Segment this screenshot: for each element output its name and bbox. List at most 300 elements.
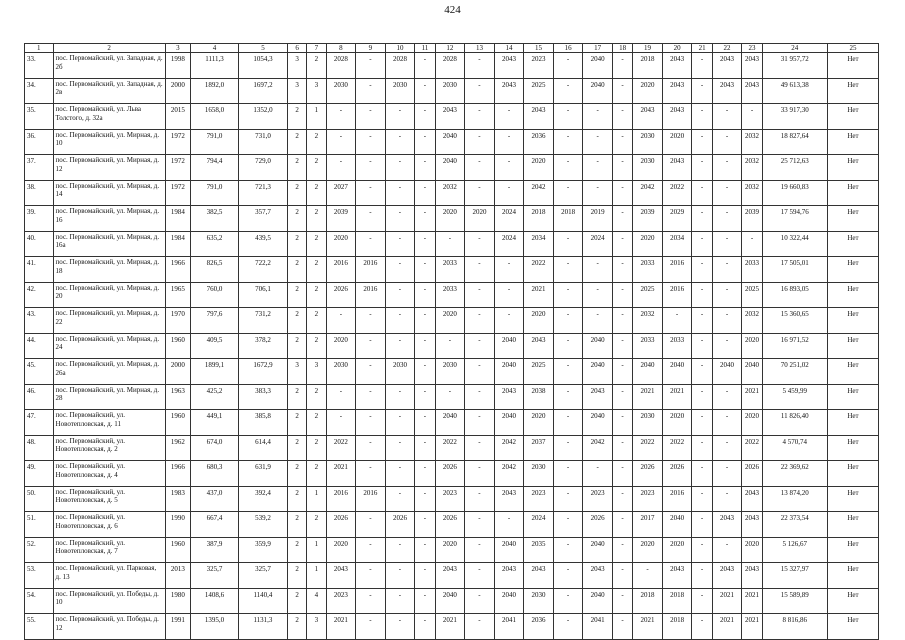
table-cell: 2040 [583,53,613,79]
table-cell: - [494,104,524,130]
table-cell: 10 322,44 [762,231,827,257]
table-cell: - [712,282,742,308]
table-cell: 1131,3 [238,614,287,640]
table-cell: - [692,308,712,334]
table-cell: - [465,461,495,487]
table-cell: 1962 [165,435,190,461]
table-cell: 3 [307,359,326,385]
table-cell: - [435,231,465,257]
table-cell: 25 712,63 [762,155,827,181]
table-cell: 791,0 [191,180,239,206]
table-cell: - [385,486,415,512]
row-number-cell: 50. [25,486,54,512]
table-cell: - [692,563,712,589]
table-cell: 2042 [583,435,613,461]
table-cell: - [465,78,495,104]
table-cell: - [612,588,632,614]
table-cell: - [712,104,742,130]
table-cell: - [385,614,415,640]
table-cell: 1352,0 [238,104,287,130]
table-cell: Нет [827,282,878,308]
table-cell: 2020 [662,129,692,155]
table-cell: Нет [827,129,878,155]
table-cell: 2018 [662,588,692,614]
table-cell: 2030 [385,359,415,385]
table-cell: - [465,410,495,436]
address-cell: пос. Первомайский, ул. Мирная, д. 28 [53,384,165,410]
table-cell: 2 [307,282,326,308]
table-cell: 1 [307,563,326,589]
table-cell: 2040 [583,588,613,614]
table-cell: 2020 [326,537,356,563]
table-cell: 2018 [524,206,554,232]
table-cell: - [356,53,386,79]
table-cell: 2029 [662,206,692,232]
table-cell: - [692,155,712,181]
table-row [25,180,879,206]
table-cell: 382,5 [191,206,239,232]
row-number-cell: 44. [25,333,54,359]
table-cell: - [612,563,632,589]
table-cell: 2041 [583,614,613,640]
table-row [25,588,879,614]
table-cell: - [385,537,415,563]
table-cell: 2 [307,53,326,79]
table-cell: 2024 [583,231,613,257]
table-cell: - [356,308,386,334]
table-cell: - [465,308,495,334]
table-cell: 2030 [633,129,663,155]
table-cell: 1984 [165,231,190,257]
table-cell: - [692,461,712,487]
table-cell: - [553,282,583,308]
table-cell: 2043 [712,563,742,589]
table-cell: 1970 [165,308,190,334]
table-cell: - [712,308,742,334]
table-cell: 383,3 [238,384,287,410]
table-cell: 2037 [524,435,554,461]
column-number-cell: 24 [762,44,827,53]
table-cell: 2 [307,384,326,410]
row-number-cell: 47. [25,410,54,436]
table-cell: 2040 [435,410,465,436]
column-number-cell: 1 [25,44,54,53]
table-cell: 721,3 [238,180,287,206]
table-cell: 2026 [385,512,415,538]
table-cell: 2032 [742,308,762,334]
table-cell: 2021 [742,588,762,614]
table-cell: - [385,435,415,461]
table-cell: 2026 [435,461,465,487]
table-cell: 2040 [583,333,613,359]
table-cell: - [553,104,583,130]
column-number-cell: 16 [553,44,583,53]
table-cell: 2043 [494,486,524,512]
table-cell: 2020 [524,410,554,436]
address-cell: пос. Первомайский, ул. Парковая, д. 13 [53,563,165,589]
table-cell: 2030 [435,78,465,104]
table-cell: - [415,614,435,640]
table-cell: - [356,512,386,538]
table-cell: 2016 [356,257,386,283]
table-cell: - [692,231,712,257]
table-cell: - [712,333,742,359]
column-number-cell: 9 [356,44,386,53]
table-cell: 2030 [633,410,663,436]
table-cell: 2020 [742,410,762,436]
column-number-cell: 4 [191,44,239,53]
table-cell: 5 126,67 [762,537,827,563]
table-cell: - [465,155,495,181]
table-row [25,537,879,563]
table-cell: - [612,155,632,181]
row-number-cell: 38. [25,180,54,206]
column-number-cell: 13 [465,44,495,53]
table-cell: - [612,104,632,130]
table-cell: - [326,308,356,334]
table-cell: 1998 [165,53,190,79]
table-cell: 2 [287,104,306,130]
table-cell: 15 327,97 [762,563,827,589]
table-cell: 2036 [524,129,554,155]
table-cell: 2043 [742,486,762,512]
table-cell: - [465,104,495,130]
table-cell: 2016 [356,282,386,308]
table-cell: - [465,282,495,308]
table-cell: - [712,410,742,436]
table-cell: Нет [827,155,878,181]
table-cell: - [356,410,386,436]
table-cell: 1980 [165,588,190,614]
table-cell: 2018 [633,588,663,614]
table-cell: 392,4 [238,486,287,512]
table-cell: 2016 [356,486,386,512]
table-cell: - [712,435,742,461]
table-cell: - [692,104,712,130]
table-cell: - [692,486,712,512]
table-cell: 2020 [524,308,554,334]
table-cell: 2018 [633,53,663,79]
table-cell: - [385,282,415,308]
row-number-cell: 37. [25,155,54,181]
table-cell: 2 [287,410,306,436]
table-cell: 680,3 [191,461,239,487]
table-cell: 2033 [633,257,663,283]
table-cell: 635,2 [191,231,239,257]
table-cell: - [553,435,583,461]
table-cell: - [356,333,386,359]
table-cell: 2024 [494,231,524,257]
table-cell: - [553,588,583,614]
table-cell: 2 [307,257,326,283]
table-cell: - [415,180,435,206]
table-cell: - [612,231,632,257]
table-cell: Нет [827,384,878,410]
table-cell: 2 [287,231,306,257]
table-cell: - [465,359,495,385]
table-cell: 667,4 [191,512,239,538]
table-cell: 2 [287,537,306,563]
table-cell: 2040 [633,359,663,385]
table-cell: Нет [827,359,878,385]
table-cell: 2022 [524,257,554,283]
table-cell: 2 [287,563,306,589]
table-cell: 17 505,01 [762,257,827,283]
table-cell: - [553,129,583,155]
table-cell: 2020 [435,537,465,563]
table-cell: - [712,461,742,487]
table-cell: 2015 [165,104,190,130]
address-cell: пос. Первомайский, ул. Западная, д. 2б [53,53,165,79]
column-number-cell: 11 [415,44,435,53]
table-cell: 631,9 [238,461,287,487]
column-number-cell: 7 [307,44,326,53]
table-cell: 2 [307,206,326,232]
table-cell: 1984 [165,206,190,232]
table-cell: - [415,53,435,79]
row-number-cell: 54. [25,588,54,614]
table-cell: 2042 [494,461,524,487]
table-cell: 2043 [662,53,692,79]
table-cell: - [385,180,415,206]
table-cell: 791,0 [191,129,239,155]
table-cell: 2 [287,588,306,614]
table-cell: - [612,53,632,79]
address-cell: пос. Первомайский, ул. Мирная, д. 10 [53,129,165,155]
table-cell: Нет [827,614,878,640]
table-cell: 4 [307,588,326,614]
table-row [25,614,879,640]
table-cell: 1054,3 [238,53,287,79]
address-cell: пос. Первомайский, ул. Мирная, д. 22 [53,308,165,334]
row-number-cell: 35. [25,104,54,130]
table-cell: 2020 [633,537,663,563]
table-cell: 2018 [662,614,692,640]
table-cell: Нет [827,308,878,334]
table-cell: 2033 [742,257,762,283]
table-cell: 2042 [494,435,524,461]
table-cell: - [612,78,632,104]
table-cell: - [326,155,356,181]
table-cell: - [553,486,583,512]
table-cell: 4 570,74 [762,435,827,461]
column-number-cell: 17 [583,44,613,53]
table-cell: - [553,231,583,257]
table-cell: - [415,282,435,308]
table-cell: 731,2 [238,308,287,334]
table-row [25,486,879,512]
table-cell: - [553,359,583,385]
table-cell: 1395,0 [191,614,239,640]
table-cell: 2 [287,614,306,640]
column-number-row [25,44,879,53]
table-row [25,78,879,104]
table-cell: - [612,206,632,232]
table-cell: - [553,410,583,436]
table-cell: 2043 [742,78,762,104]
table-cell: - [465,512,495,538]
table-cell: 2040 [494,410,524,436]
table-cell: - [553,308,583,334]
table-cell: - [465,614,495,640]
table-cell: - [692,53,712,79]
table-cell: - [356,588,386,614]
table-cell: 2040 [494,333,524,359]
table-cell: 2000 [165,78,190,104]
table-cell: 2020 [742,537,762,563]
table-cell: - [415,588,435,614]
table-cell: Нет [827,231,878,257]
table-cell: 2 [307,180,326,206]
table-cell: - [356,435,386,461]
table-cell: - [356,104,386,130]
table-cell: 1960 [165,333,190,359]
table-cell: 2043 [494,78,524,104]
address-cell: пос. Первомайский, ул. Мирная, д. 26а [53,359,165,385]
table-cell: - [356,129,386,155]
table-cell: 2 [307,231,326,257]
address-cell: пос. Первомайский, ул. Новотепловская, д. 11 [53,410,165,436]
column-number-cell: 6 [287,44,306,53]
table-cell: 2016 [326,486,356,512]
address-cell: пос. Первомайский, ул. Новотепловская, д. 5 [53,486,165,512]
column-number-cell: 20 [662,44,692,53]
table-row [25,231,879,257]
table-cell: 2043 [494,384,524,410]
address-cell: пос. Первомайский, ул. Победы, д. 12 [53,614,165,640]
table-cell: - [612,359,632,385]
table-cell: 2043 [524,563,554,589]
table-cell: - [612,461,632,487]
table-cell: 2034 [662,231,692,257]
table-cell: 2016 [662,257,692,283]
table-cell: - [712,129,742,155]
table-cell: 2026 [583,512,613,538]
table-cell: - [692,384,712,410]
table-cell: 449,1 [191,410,239,436]
table-cell: - [415,435,435,461]
table-cell: Нет [827,53,878,79]
table-cell: 2026 [662,461,692,487]
table-row [25,53,879,79]
housing-register-table [24,43,879,640]
table-cell: - [465,180,495,206]
table-cell: - [465,563,495,589]
table-cell: 1966 [165,257,190,283]
row-number-cell: 41. [25,257,54,283]
table-cell: - [692,180,712,206]
table-cell: - [692,537,712,563]
table-cell: - [633,563,663,589]
table-cell: 2 [307,461,326,487]
table-cell: 2040 [435,129,465,155]
table-row [25,257,879,283]
table-cell: 2043 [662,563,692,589]
table-cell: 31 957,72 [762,53,827,79]
row-number-cell: 45. [25,359,54,385]
table-cell: - [465,257,495,283]
table-row [25,384,879,410]
table-cell: 22 373,54 [762,512,827,538]
table-cell: 2035 [524,537,554,563]
table-cell: 2021 [435,614,465,640]
table-cell: 16 971,52 [762,333,827,359]
table-cell: 2026 [326,282,356,308]
table-cell: 2032 [742,155,762,181]
table-cell: - [692,512,712,538]
table-cell: 378,2 [238,333,287,359]
table-cell: 2039 [633,206,663,232]
table-cell: 760,0 [191,282,239,308]
table-cell: 2038 [524,384,554,410]
table-cell: 1408,6 [191,588,239,614]
table-cell: 49 613,38 [762,78,827,104]
table-cell: - [415,206,435,232]
table-cell: 2040 [435,155,465,181]
table-cell: 2013 [165,563,190,589]
table-cell: 2020 [633,78,663,104]
address-cell: пос. Первомайский, ул. Мирная, д. 20 [53,282,165,308]
column-number-cell: 22 [712,44,742,53]
table-cell: - [553,180,583,206]
table-cell: 1111,3 [191,53,239,79]
table-cell: 2023 [583,486,613,512]
table-cell: 2033 [435,257,465,283]
table-cell: - [385,155,415,181]
table-cell: - [553,537,583,563]
address-cell: пос. Первомайский, ул. Мирная, д. 18 [53,257,165,283]
table-cell: 2023 [435,486,465,512]
address-cell: пос. Первомайский, ул. Льва Толстого, д. 32а [53,104,165,130]
table-cell: Нет [827,180,878,206]
table-cell: - [385,231,415,257]
table-cell: 2021 [633,614,663,640]
table-cell: 1658,0 [191,104,239,130]
table-cell: - [356,563,386,589]
table-cell: 2016 [662,486,692,512]
table-cell: 2043 [633,104,663,130]
table-cell: 2 [287,461,306,487]
table-cell: - [692,78,712,104]
table-cell: - [326,129,356,155]
table-cell: - [494,308,524,334]
table-row [25,359,879,385]
table-cell: 2040 [583,410,613,436]
table-cell: - [612,537,632,563]
table-cell: 2025 [524,359,554,385]
table-cell: 409,5 [191,333,239,359]
table-cell: 2043 [662,78,692,104]
table-cell: 2042 [633,180,663,206]
table-cell: 2040 [712,359,742,385]
table-cell: 11 826,40 [762,410,827,436]
table-cell: 2023 [524,486,554,512]
table-row [25,512,879,538]
table-cell: 674,0 [191,435,239,461]
table-cell: - [356,359,386,385]
table-cell: 387,9 [191,537,239,563]
table-cell: 2040 [742,359,762,385]
column-number-cell: 2 [53,44,165,53]
table-cell: - [415,78,435,104]
column-number-cell: 21 [692,44,712,53]
table-cell: 2043 [662,104,692,130]
table-cell: 2043 [712,512,742,538]
table-cell: 2021 [712,614,742,640]
table-cell: - [583,282,613,308]
table-cell: 2040 [494,359,524,385]
table-cell: 2039 [742,206,762,232]
